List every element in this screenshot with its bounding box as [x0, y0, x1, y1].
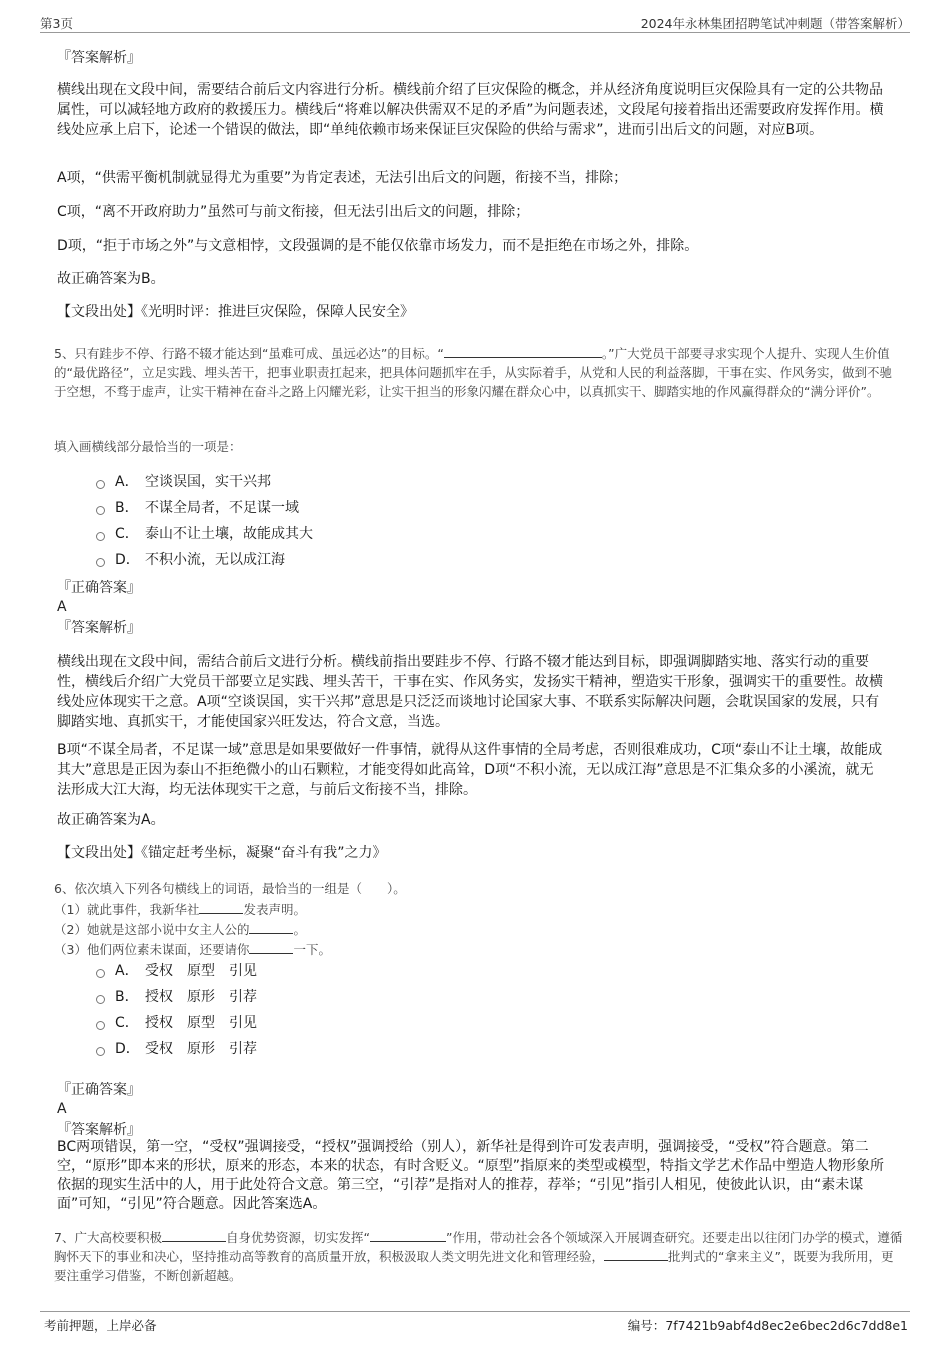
- q7-stem: 7、广大高校要积极 自身优势资源，切实发挥“ ”作用，带动社会各个领域深入开展调查研究。还要走出以往闭门办学的模式，遵循胸怀天下的事业和决心，坚持推动高等教育的高质量开放，积极汲取人类文明先进文化和管理经验， 批判式的“拿来主义”，既要为我所用，更要注重学习借鉴，不断创新超越。: [54, 1230, 903, 1283]
- q6-sentence-2: （2）她就是这部小说中女主人公的 。: [54, 922, 306, 937]
- q5-option-c[interactable]: C． 泰山不让土壤，故能成其大: [96, 524, 313, 544]
- q4-analysis-para3: C项，“离不开政府助力”虽然可与前文衔接，但无法引出后文的问题，排除；: [57, 204, 530, 220]
- radio-icon[interactable]: [96, 506, 105, 515]
- q6-sentence-1: （1）就此事件，我新华社 发表声明。: [54, 902, 306, 917]
- q5-prompt: 填入画横线部分最恰当的一项是：: [54, 439, 242, 454]
- radio-icon[interactable]: [96, 1047, 105, 1056]
- q7-blank-1: [162, 1228, 226, 1242]
- q6-option-a[interactable]: A． 受权 原型 引见: [96, 961, 257, 981]
- q6-blank-3: [249, 940, 293, 954]
- q4-source: 【文段出处】《光明时评：推进巨灾保险，保障人民安全》: [57, 304, 414, 320]
- header-divider: [40, 32, 910, 33]
- q6-blank-1: [199, 900, 243, 914]
- q6-blank-2: [249, 920, 293, 934]
- q5-stem: [54, 344, 904, 401]
- radio-icon[interactable]: [96, 1021, 105, 1030]
- q5-stem-part1: 5、只有跬步不停、行路不辍才能达到“虽难可成、虽远必达”的目标。“: [54, 346, 444, 361]
- radio-icon[interactable]: [96, 995, 105, 1004]
- q5-answer-label: 『正确答案』: [57, 580, 141, 596]
- q4-analysis-para5: 故正确答案为B。: [57, 271, 165, 287]
- q7-blank-2: [370, 1228, 446, 1242]
- q7-blank-3: [604, 1247, 668, 1261]
- q5-analysis-para1: 横线出现在文段中间，需结合前后文进行分析。横线前指出要跬步不停、行路不辍才能达到目标，即强调脚踏实地、落实行动的重要性，横线后介绍广大党员干部要立足实践、埋头苦干，干事在实、作风务实，发扬实干精神，塑造实干形象，强调实干的重要性。故横线处应体现实干之意。A项“空谈误国，实干兴邦”意思是只泛泛而谈地讨论国家大事、不联系实际解决问题，会耽误国家的发展，只有脚踏实地、真抓实干，才能使国家兴旺发达，符合文意，当选。: [57, 654, 883, 730]
- q5-analysis-label: 『答案解析』: [57, 620, 141, 636]
- q6-option-c[interactable]: C． 授权 原型 引见: [96, 1013, 257, 1033]
- q4-analysis-label: 『答案解析』: [57, 50, 141, 66]
- q5-answer: A: [57, 599, 67, 615]
- q6-analysis-label: 『答案解析』: [57, 1122, 141, 1138]
- q5-blank: [444, 344, 602, 358]
- radio-icon[interactable]: [96, 558, 105, 567]
- page-footer: [44, 1316, 908, 1334]
- q6-answer: A: [57, 1101, 67, 1117]
- q5-option-b[interactable]: B． 不谋全局者，不足谋一域: [96, 498, 299, 518]
- q6-answer-label: 『正确答案』: [57, 1082, 141, 1098]
- q5-source: 【文段出处】《锚定赶考坐标，凝聚“奋斗有我”之力》: [57, 845, 387, 861]
- q6-analysis: BC两项错误，第一空，“受权”强调接受，“授权”强调授给（别人），新华社是得到许可发表声明，强调接受，“受权”符合题意。第二空，“原形”即本来的形状，原来的形态，本来的状态，有时含贬义。“原型”指原来的类型或模型，特指文学艺术作品中塑造人物形象所依据的现实生活中的人，用于此处符合文意。第三空，“引荐”是指对人的推荐，荐举；“引见”指引人相见，使彼此认识，由“素未谋面”可知，“引见”符合题意。因此答案选A。: [57, 1139, 885, 1212]
- document-title: 2024年永林集团招聘笔试冲刺题（带答案解析）: [640, 16, 910, 31]
- q6-option-b[interactable]: B． 授权 原形 引荐: [96, 987, 257, 1007]
- q6-stem: 6、依次填入下列各句横线上的词语，最恰当的一组是（ ）。: [54, 881, 406, 896]
- q5-analysis-para3: 故正确答案为A。: [57, 812, 165, 828]
- q4-analysis-para2: A项，“供需平衡机制就显得尤为重要”为肯定表述，无法引出后文的问题，衔接不当，排除；: [57, 170, 628, 186]
- page-number: 第3页: [40, 16, 73, 31]
- q4-analysis-para4: D项，“拒于市场之外”与文意相悖，文段强调的是不能仅依靠市场发力，而不是拒绝在市场之外，排除。: [57, 238, 699, 254]
- q5-option-d[interactable]: D． 不积小流，无以成江海: [96, 550, 285, 570]
- q5-stem-part2: 。”广大党员干部要寻求实现个人提升、实现人生价值的“最优路径”，立足实践、埋头苦干，把事业职责扛起来，把具体问题抓牢在手，从实际着手，从党和人民的利益落脚，干事在实、作风务实，做到不驰于空想，不骛于虚声，让实干精神在奋斗之路上闪耀光彩，让实干担当的形象闪耀在群众心中，以真抓实干、脚踏实地的作风赢得群众的“满分评价”。: [54, 346, 892, 399]
- radio-icon[interactable]: [96, 532, 105, 541]
- q5-option-a[interactable]: A． 空谈误国，实干兴邦: [96, 472, 271, 492]
- document-code: 编号：7f7421b9abf4d8ec2e6bec2d6c7dd8e1: [627, 1318, 908, 1333]
- radio-icon[interactable]: [96, 480, 105, 489]
- q5-analysis-para2: B项“不谋全局者，不足谋一域”意思是如果要做好一件事情，就得从这件事情的全局考虑，否则很难成功，C项“泰山不让土壤，故能成其大”意思是正因为泰山不拒绝微小的山石颗粒，才能变得如此高耸，D项“不积小流，无以成江海”意思是不汇集众多的小溪流，就无法形成大江大海，均无法体现实干之意，与前后文衔接不当，排除。: [57, 742, 883, 798]
- footer-divider: [40, 1311, 910, 1312]
- q6-option-d[interactable]: D． 受权 原形 引荐: [96, 1039, 257, 1059]
- footer-slogan: 考前押题，上岸必备: [44, 1318, 157, 1333]
- page-header: [40, 14, 910, 32]
- radio-icon[interactable]: [96, 969, 105, 978]
- q4-analysis-para1: 横线出现在文段中间，需要结合前后文内容进行分析。横线前介绍了巨灾保险的概念，并从经济角度说明巨灾保险具有一定的公共物品属性，可以减轻地方政府的救援压力。横线后“将难以解决供需双不足的矛盾”为问题表述，文段尾句接着指出还需要政府发挥作用。横线处应承上启下，论述一个错误的做法，即“单纯依赖市场来保证巨灾保险的供给与需求”，进而引出后文的问题，对应B项。: [57, 82, 884, 138]
- q6-sentence-3: （3）他们两位素未谋面，还要请你 一下。: [54, 942, 331, 957]
